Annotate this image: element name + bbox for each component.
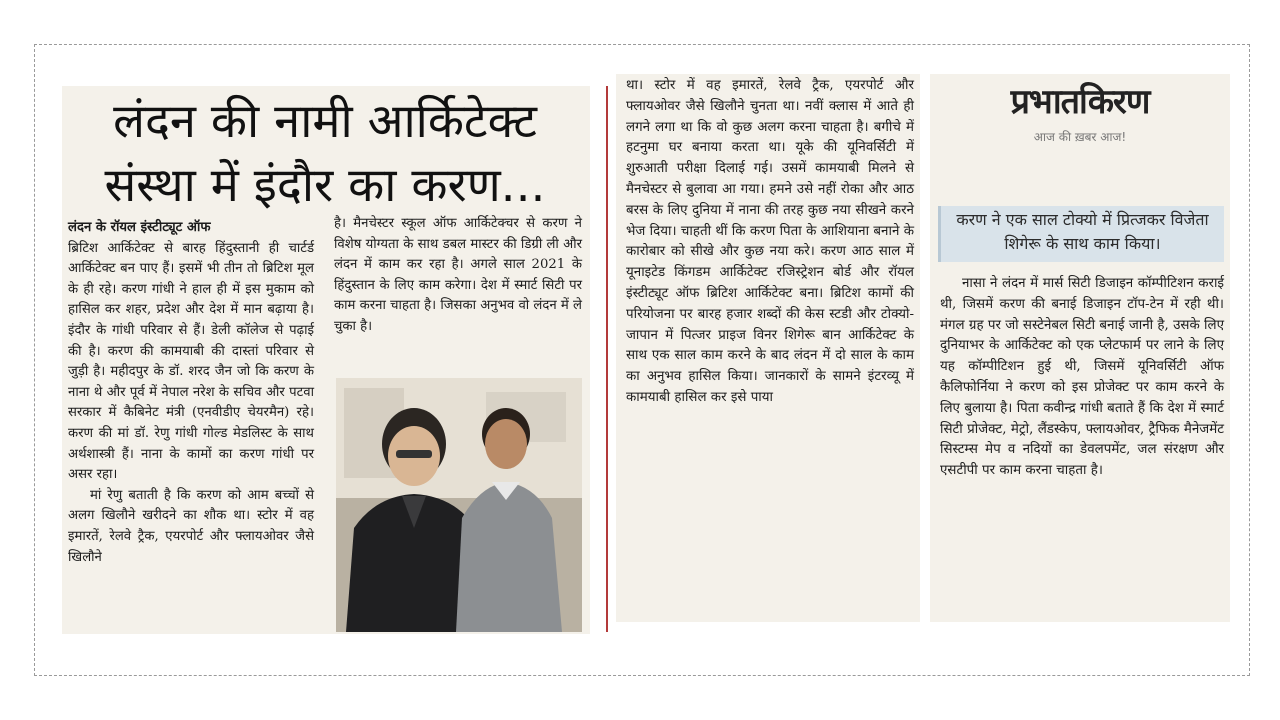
headline [70, 90, 580, 218]
article-lead: लंदन के रॉयल इंस्टीट्यूट ऑफ [68, 220, 211, 235]
masthead [964, 80, 1196, 145]
article-column-continued [626, 76, 914, 409]
headline-line-1: लंदन की नामी आर्किटेक्ट [113, 94, 537, 149]
pull-quote: करण ने एक साल टोक्यो में प्रित्जकर विजेता शिगेरू के साथ काम किया। [938, 206, 1224, 262]
article-column-1 [68, 218, 314, 568]
masthead-logo: प्रभातकिरण [1010, 82, 1150, 122]
headline-line-2: संस्था में इंदौर का करण... [104, 158, 546, 213]
article-paragraph: मां रेणु बताती है कि करण को आम बच्चों से अलग खिलौने खरीदने का शौक था। स्टोर में वह इमारतें, रेलवे ट्रैक, एयरपोर्ट और फ्लायओवर जैसे खिलौने [68, 487, 314, 565]
article-photo [336, 378, 582, 632]
masthead-tagline: आज की ख़बर आज! [1033, 130, 1127, 144]
article-paragraph: है। मैनचेस्टर स्कूल ऑफ आर्किटेक्चर से करण ने विशेष योग्यता के साथ डबल मास्टर की डिग्री ली और लंदन में काम कर रहा है। अगले साल 2021 के हिंदुस्तान के लिए काम करेगा। देश में स्मार्ट सिटी पर काम करना चाहता है। जिसका अनुभव वो लंदन में ले चुका है। [334, 216, 582, 334]
article-paragraph: नासा ने लंदन में मार्स सिटी डिजाइन कॉम्पीटिशन कराई थी, जिसमें करण की बनाई डिजाइन टॉप-टेन में रही थी। मंगल ग्रह पर जो सस्टेनेबल सिटी बनाई जानी है, उसके लिए दुनियाभर के आर्किटेक्ट को एक प्लेटफार्म पर लाने के लिए यह कॉम्पीटिशन हुई थी, जिसमें यूनिवर्सिटी ऑफ कैलिफोर्निया ने करण को इस प्रोजेक्ट पर काम करने के लिए बुलाया है। पिता कवीन्द्र गांधी बताते हैं कि देश में स्मार्ट सिटी प्रोजेक्ट, मेट्रो, लैंडस्केप, फ्लायओवर, ट्रैफिक मैनेजमेंट सिस्टम्स मेप व नदियों का डेवलपमेंट, जल संरक्षण और एसटीपी पर काम करना चाहता है। [940, 276, 1224, 479]
column-divider [606, 86, 608, 632]
article-paragraph: ब्रिटिश आर्किटेक्ट से बारह हिंदुस्तानी ही चार्टर्ड आर्किटेक्ट बन पाए हैं। इसमें भी तीन तो ब्रिटिश मूल के ही रहे। करण गांधी ने हाल ही में इस मुकाम को हासिल कर शहर, प्रदेश और देश में मान बढ़ाया है। इंदौर के गांधी परिवार से हैं। डेली कॉलेज से पढ़ाई की है। करण की कामयाबी की दास्तां परिवार से जुड़ी है। महीदपुर के डॉ. शरद जैन जो कि करण के नाना थे और पूर्व में नेपाल नरेश के सचिव और पटवा सरकार में कैबिनेट मंत्री (एनवीडीए चेयरमैन) रहे। करण की मां डॉ. रेणु गांधी गोल्ड मेडलिस्ट के साथ अर्थशास्त्री हैं। नाना के कामों का करण गांधी पर असर रहा। [68, 240, 314, 483]
article-column-2 [334, 214, 582, 338]
article-paragraph: था। स्टोर में वह इमारतें, रेलवे ट्रैक, एयरपोर्ट और फ्लायओवर जैसे खिलौने चुनता था। नवीं क्लास में आते ही लगने लगा था कि वो कुछ अलग करना चाहता है। बगीचे में हटनुमा घर बनाया करता था। यूके की यूनिवर्सिटी में शुरुआती परीक्षा दिलाई गई। उसमें कामयाबी मिलने से मैनचेस्टर से बुलावा आ गया। हमने उसे नहीं रोका और आठ बरस के लिए दुनिया में नाना की तरह कुछ नया सीखने करने भेज दिया। चाहती थीं कि करण पिता के आशियाना बनाने के कारोबार को सीखे और कुछ नया करे। करण आठ साल में यूनाइटेड किंगडम आर्किटेक्ट रजिस्ट्रेशन बोर्ड और रॉयल इंस्टीट्यूट ऑफ ब्रिटिश आर्किटेक्ट बना। ब्रिटिश कामों की परियोजना पर बारह हजार शब्दों की केस स्टडी और टोक्यो-जापान में पित्जर प्राइज विनर शिगेरू बान आर्किटेक्ट के साथ एक साल काम करने के बाद लंदन में दो साल के काम का अनुभव हासिल किया। जानकारों के सामने इंटरव्यू में कामयाबी हासिल कर इसे पाया [626, 78, 914, 405]
article-column-side [940, 274, 1224, 482]
photo-illustration [336, 378, 582, 632]
